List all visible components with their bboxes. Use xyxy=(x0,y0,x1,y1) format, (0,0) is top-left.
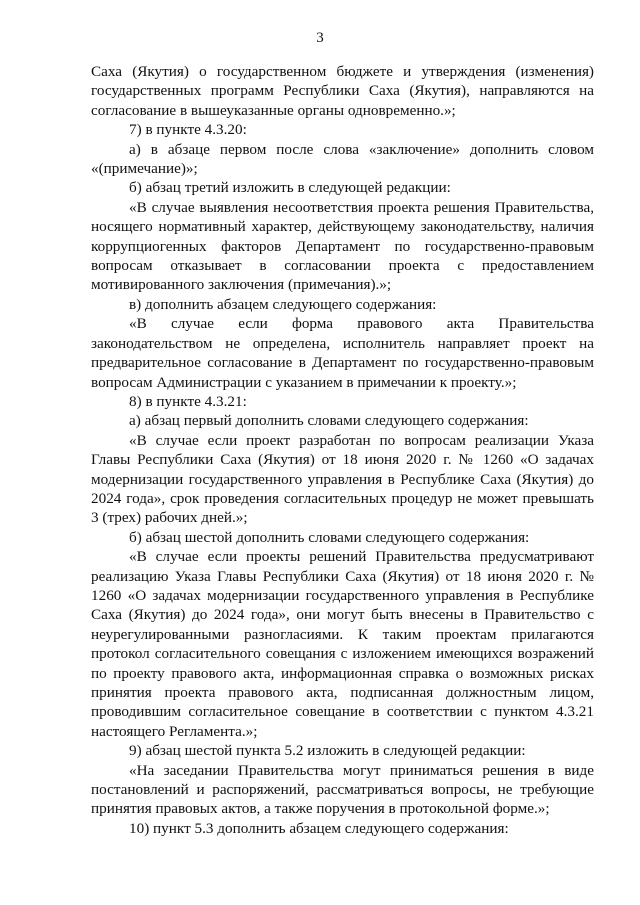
page-number: 3 xyxy=(316,30,324,46)
paragraph-item-7a: а) в абзаце первом после слова «заключение» дополнить словом «(примечание)»; xyxy=(91,140,594,178)
paragraph-item-7v: в) дополнить абзацем следующего содержания: xyxy=(129,295,437,313)
paragraph-item-10: 10) пункт 5.3 дополнить абзацем следующего содержания: xyxy=(129,819,509,837)
paragraph-quote-8b: «В случае если проекты решений Правительства предусматривают реализацию Указа Главы Республики Саха (Якутия) от 18 июня 2020 г. № 1260 «О задачах модернизации государственного управления в Республике Саха (Якутия) до 2024 года», они могут быть внесены в Правительство с неурегулированными разногласиями. К таким проектам прилагаются протокол согласительного совещания с изложением имеющихся возражений по проекту правового акта, информационная справка о возможных рисках принятия проекта правового акта, подписанная должностным лицом, проводившим согласительное совещание в соответствии с пунктом 4.3.21 настоящего Регламента.»; xyxy=(91,548,594,740)
paragraph-item-7b: б) абзац третий изложить в следующей редакции: xyxy=(129,179,451,197)
paragraph-item-9: 9) абзац шестой пункта 5.2 изложить в следующей редакции: xyxy=(129,742,526,760)
paragraph-quote-9: «На заседании Правительства могут приниматься решения в виде постановлений и распоряжений, рассматриваться вопросы, не требующие принятия правовых актов, а также поручения в протокольной форме.»; xyxy=(91,761,594,818)
paragraph-item-8b: б) абзац шестой дополнить словами следующего содержания: xyxy=(129,528,530,546)
paragraph-item-8a: а) абзац первый дополнить словами следующего содержания: xyxy=(129,412,529,430)
paragraph-quote-8a: «В случае если проект разработан по вопросам реализации Указа Главы Республики Саха (Якутия) от 18 июня 2020 г. № 1260 «О задачах модернизации государственного управления в Республике Саха (Якутия) до 2024 года», срок проведения согласительных процедур не может превышать 3 (трех) рабочих дней.»; xyxy=(91,431,594,527)
document-body xyxy=(91,62,594,838)
paragraph-item-7: 7) в пункте 4.3.20: xyxy=(129,121,247,139)
paragraph-quote-7b: «В случае выявления несоответствия проекта решения Правительства, носящего нормативный характер, действующему законодательству, наличия коррупциогенных факторов Департамент по государственно-правовым вопросам отказывает в согласовании проекта с предоставлением мотивированного заключения (примечания).»; xyxy=(91,198,594,294)
paragraph-quote-7v: «В случае если форма правового акта Правительства законодательством не определена, исполнитель направляет проект на предварительное согласование в Департамент по государственно-правовым вопросам Администрации с указанием в примечании к проекту.»; xyxy=(91,315,594,391)
paragraph-item-8: 8) в пункте 4.3.21: xyxy=(129,392,247,410)
paragraph-continuation: Саха (Якутия) о государственном бюджете и утверждения (изменения) государственных программ Республики Саха (Якутия), направляются на согласование в вышеуказанные органы одновременно.»; xyxy=(91,63,594,119)
